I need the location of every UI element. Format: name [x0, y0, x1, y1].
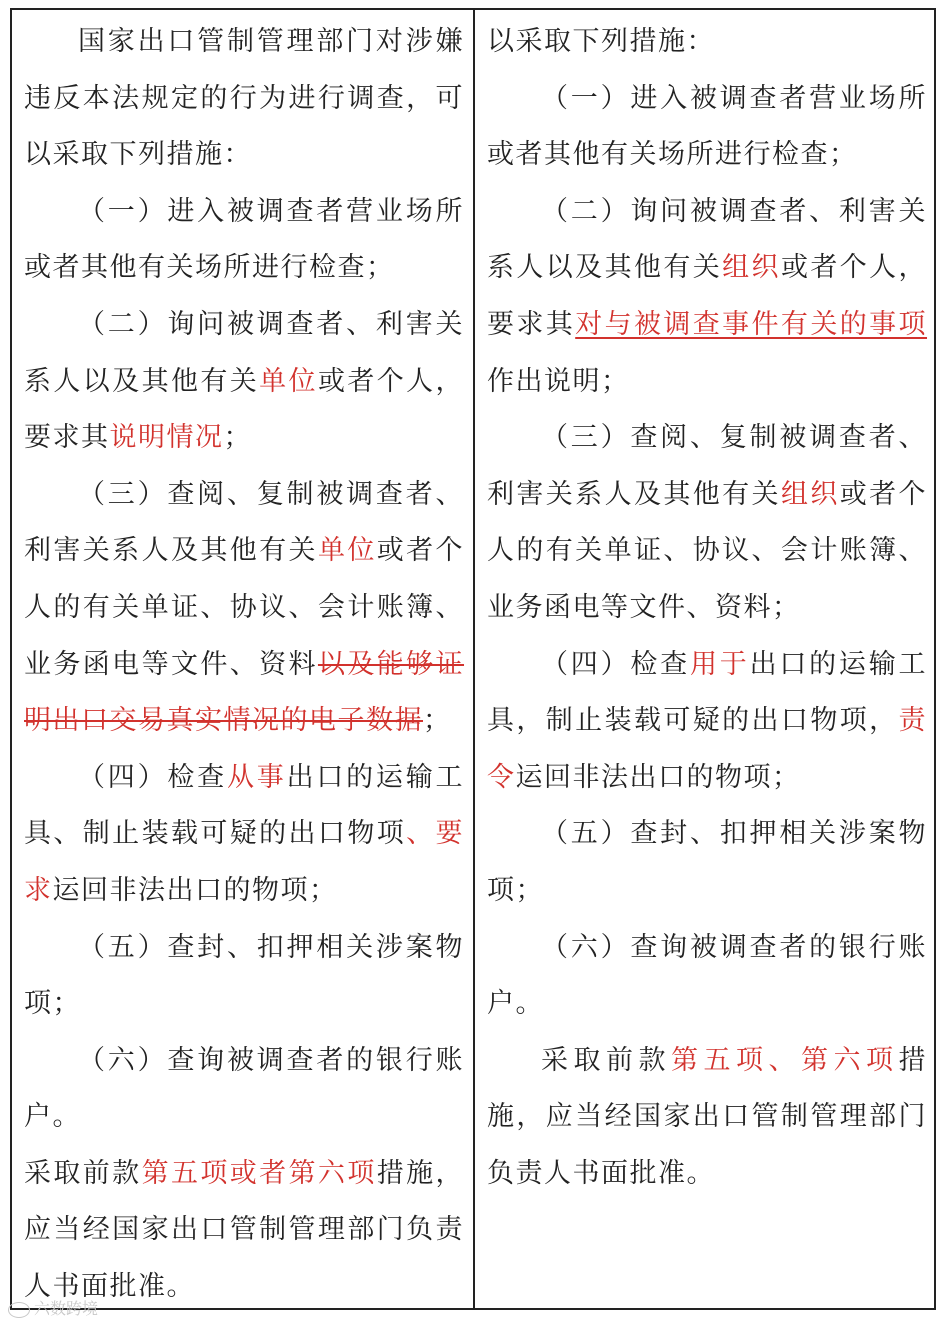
- changed-text: 第五项或者第六项: [141, 1157, 377, 1189]
- changed-text: 组织: [722, 252, 781, 284]
- left-item-2: （二）询问被调查者、利害关系人以及其他有关单位或者个人，要求其说明情况；: [24, 308, 465, 454]
- left-item-6: （六）查询被调查者的银行账户。: [24, 1044, 464, 1133]
- right-intro-paragraph: 以采取下列措施：: [487, 26, 715, 57]
- changed-text: 单位: [259, 365, 318, 397]
- left-item-4: （四）检查从事出口的运输工具、制止装载可疑的出口物项、要求运回非法出口的物项；: [24, 761, 465, 906]
- changed-text: 、要求: [24, 818, 465, 906]
- watermark-text: 六数跨境: [34, 1299, 99, 1318]
- column-divider: [473, 8, 475, 1310]
- right-column-new-text: [487, 14, 927, 1202]
- right-item-3: （三）查阅、复制被调查者、利害关系人及其他有关组织或者个人的有关单证、协议、会计账簿、业务函电等文件、资料；: [487, 422, 928, 623]
- left-item-1: （一）进入被调查者营业场所或者其他有关场所进行检查；: [24, 195, 464, 284]
- changed-text: 说明情况: [109, 422, 224, 454]
- changed-text: 从事: [226, 761, 287, 793]
- left-intro-paragraph: 国家出口管制管理部门对涉嫌违反本法规定的行为进行调查，可以采取下列措施：: [24, 26, 464, 171]
- right-item-6: （六）查询被调查者的银行账户。: [487, 931, 927, 1020]
- changed-text: 用于: [689, 648, 750, 680]
- watermark: [8, 1296, 98, 1319]
- right-item-4: （四）检查用于出口的运输工具，制止装载可疑的出口物项，责令运回非法出口的物项；: [487, 648, 928, 793]
- left-item-3: （三）查阅、复制被调查者、利害关系人及其他有关单位或者个人的有关单证、协议、会计账簿、业务函电等文件、资料以及能够证明出口交易真实情况的电子数据；: [24, 478, 465, 737]
- changed-text: 单位: [317, 535, 377, 567]
- left-item-5: （五）查封、扣押相关涉案物项；: [24, 931, 464, 1020]
- changed-text: 组织: [780, 478, 840, 510]
- right-item-1: （一）进入被调查者营业场所或者其他有关场所进行检查；: [487, 82, 927, 171]
- right-approval-paragraph: 采取前款第五项、第六项措施，应当经国家出口管制管理部门负责人书面批准。: [487, 1044, 927, 1189]
- left-column-old-text: [24, 14, 464, 1316]
- right-item-5: （五）查封、扣押相关涉案物项；: [487, 818, 927, 906]
- changed-text: 第五项、第六项: [671, 1044, 899, 1076]
- right-item-2: （二）询问被调查者、利害关系人以及其他有关组织或者个人，要求其对与被调查事件有关的事项作出说明；: [487, 195, 928, 397]
- deleted-text: 以及能够证明出口交易真实情况的电子数据: [24, 648, 465, 737]
- changed-text: 责令: [487, 705, 927, 793]
- wechat-icon: [8, 1302, 30, 1318]
- left-approval-paragraph: 采取前款第五项或者第六项措施，应当经国家出口管制管理部门负责人书面批准。: [24, 1157, 465, 1303]
- added-text: 对与被调查事件有关的事项: [575, 308, 928, 340]
